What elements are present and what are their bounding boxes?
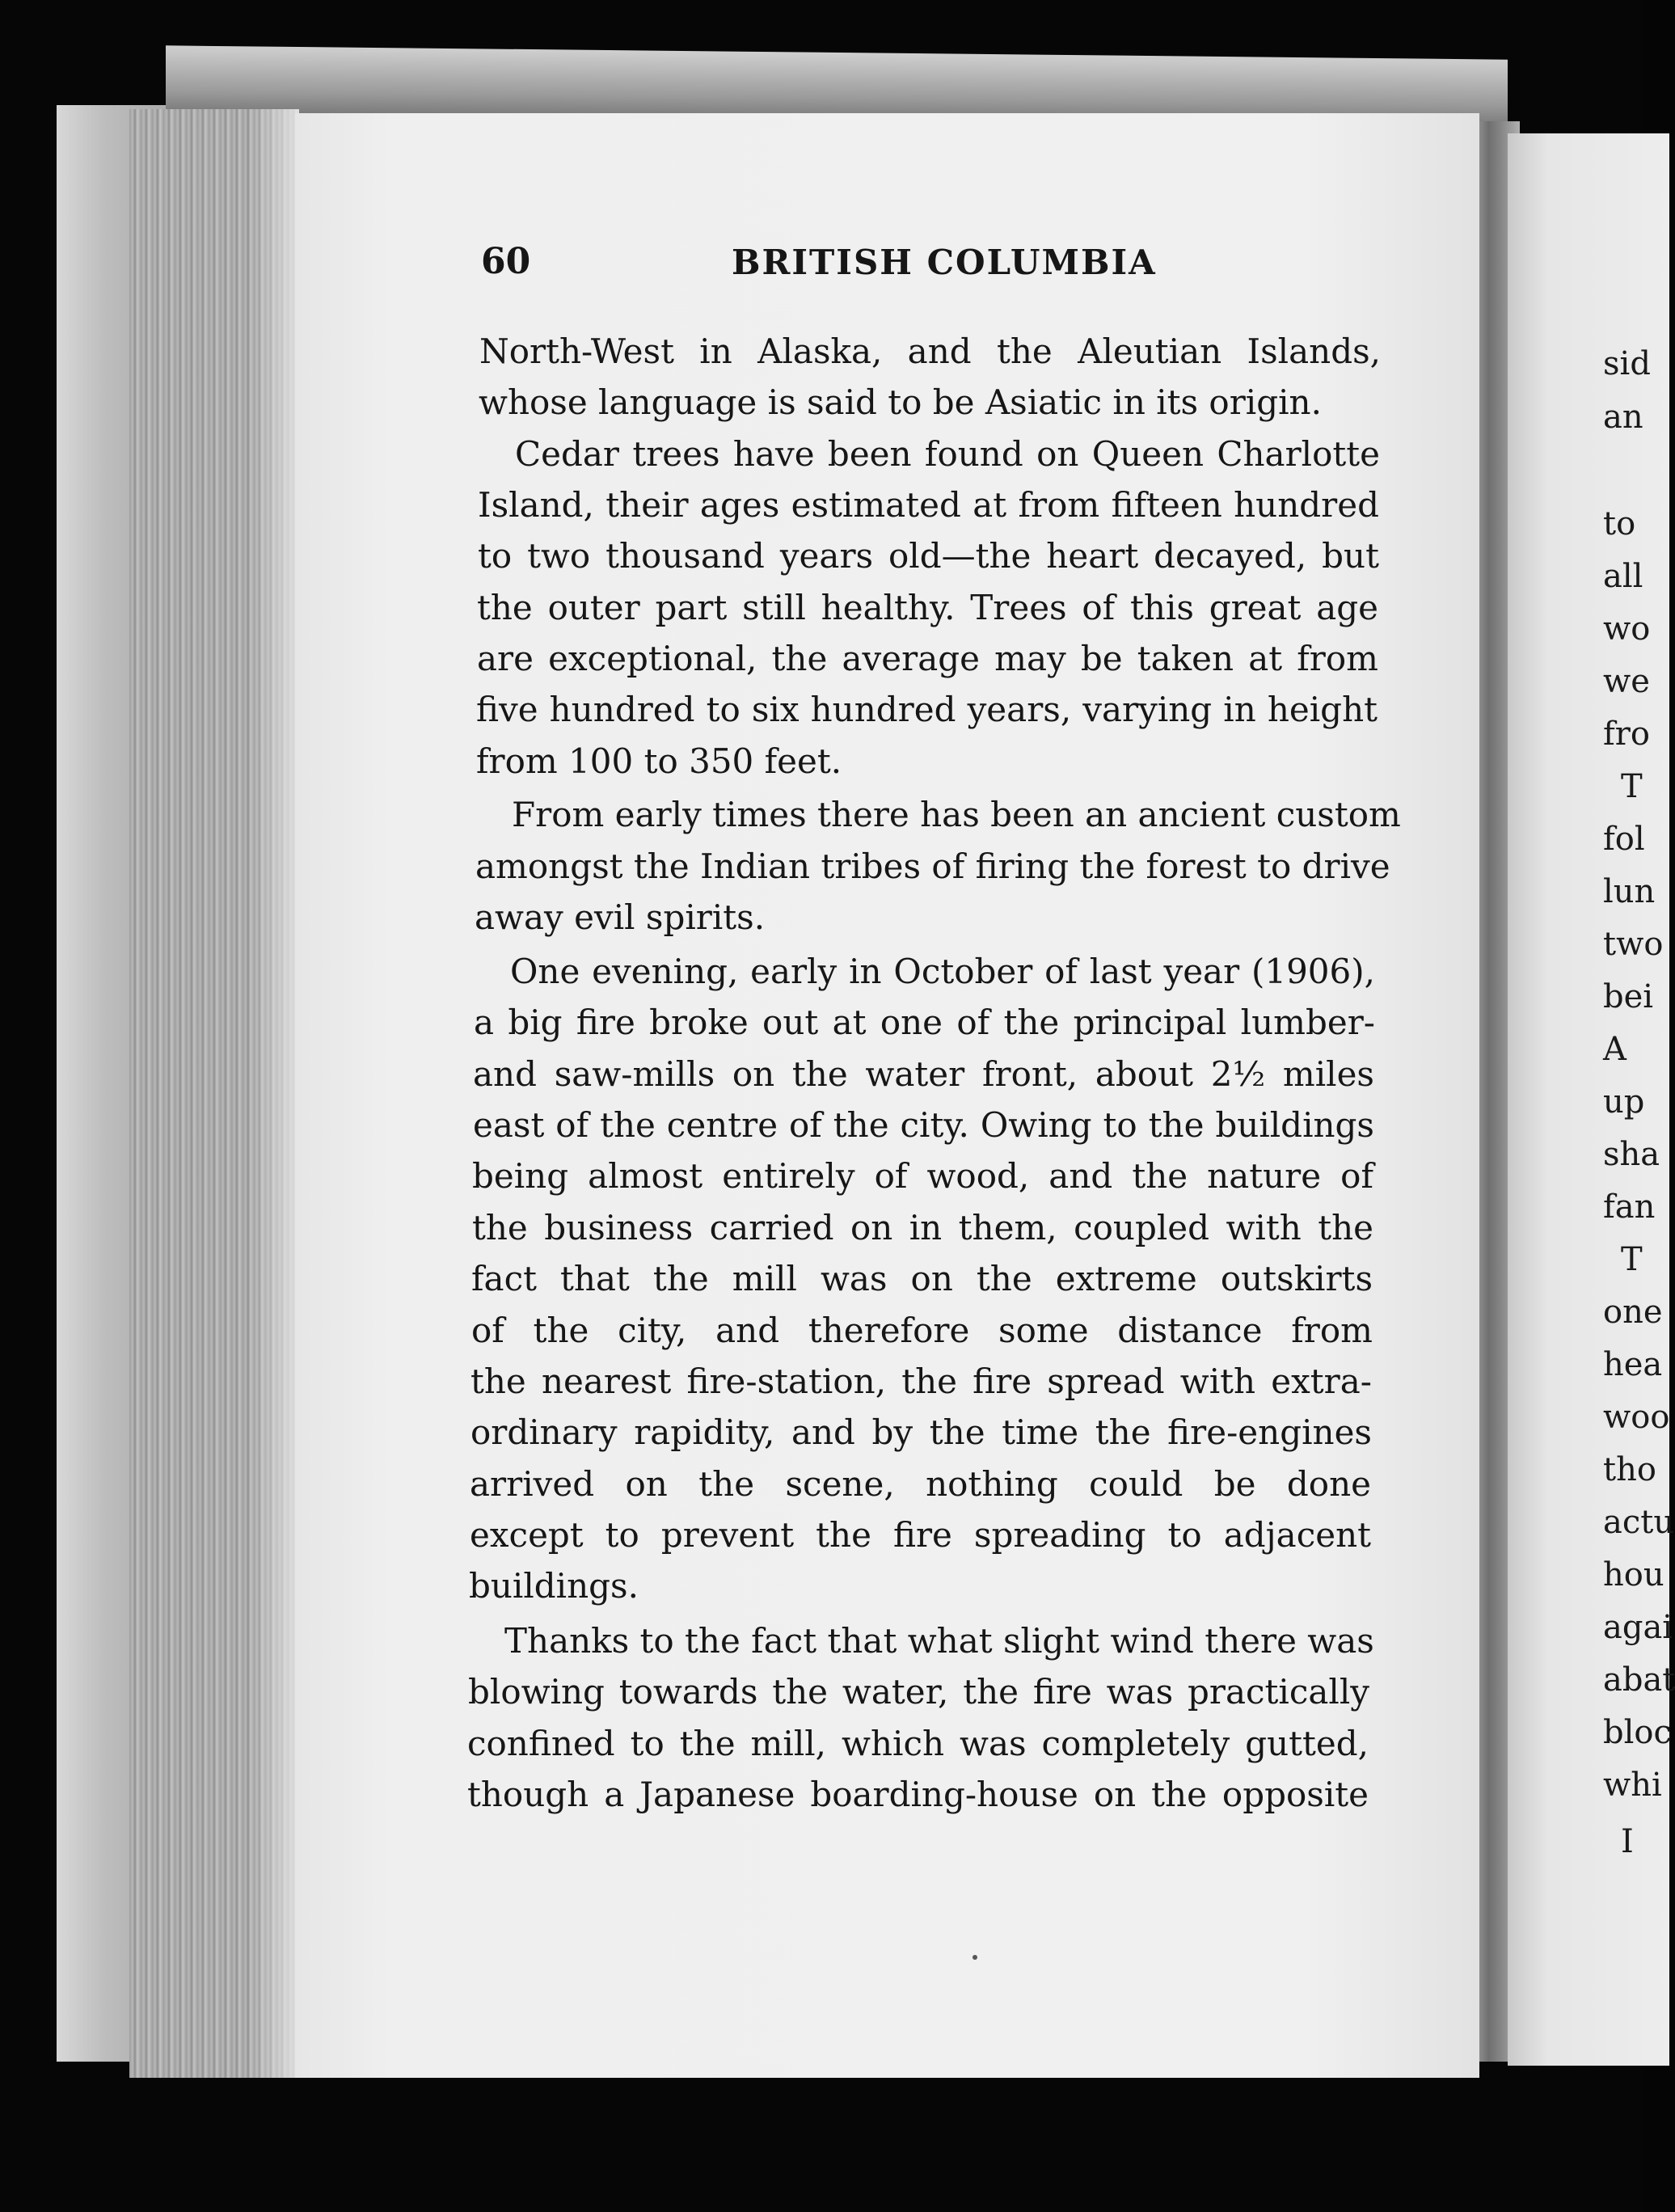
facing-page-fragment: we bbox=[1603, 663, 1650, 700]
facing-page-fragment: two bbox=[1603, 926, 1664, 963]
facing-page-fragment: tho bbox=[1603, 1451, 1656, 1488]
facing-page-fragment: agai bbox=[1603, 1609, 1673, 1646]
text-line: confined to the mill, which was completely gutted, bbox=[467, 1724, 1369, 1763]
facing-page-fragment: actu bbox=[1603, 1504, 1675, 1541]
facing-page-fragment: up bbox=[1603, 1083, 1645, 1121]
text-line: are exceptional, the average may be taken at from bbox=[477, 639, 1378, 678]
text-line: the outer part still healthy. Trees of this great age bbox=[477, 588, 1378, 627]
text-line: amongst the Indian tribes of firing the forest to drive bbox=[475, 846, 1390, 886]
text-line: blowing towards the water, the fire was practically bbox=[468, 1672, 1369, 1712]
facing-page-fragment: sha bbox=[1603, 1136, 1660, 1173]
facing-page-fragment: whi bbox=[1603, 1767, 1662, 1804]
facing-page-fragment: fan bbox=[1603, 1188, 1656, 1226]
facing-page-fragment: woo bbox=[1603, 1399, 1670, 1436]
running-title: BRITISH COLUMBIA bbox=[732, 243, 1157, 282]
text-line: fact that the mill was on the extreme outskirts bbox=[471, 1259, 1373, 1298]
speck bbox=[973, 1955, 977, 1960]
text-line: whose language is said to be Asiatic in its origin. bbox=[479, 382, 1322, 422]
text-line: Thanks to the fact that what slight wind there was bbox=[504, 1621, 1374, 1661]
text-line: buildings. bbox=[469, 1566, 639, 1606]
text-line: though a Japanese boarding-house on the opposite bbox=[467, 1775, 1369, 1814]
facing-page-fragment: sid bbox=[1603, 345, 1651, 382]
facing-page-fragment: lun bbox=[1603, 873, 1656, 910]
facing-page bbox=[1508, 133, 1675, 2066]
facing-page-fragment: an bbox=[1603, 399, 1643, 436]
facing-page-fragment: hea bbox=[1603, 1346, 1663, 1383]
text-line: the nearest fire-station, the fire spread with extra- bbox=[470, 1361, 1372, 1401]
page-number: 60 bbox=[481, 241, 531, 282]
facing-page-fragment: T bbox=[1621, 1241, 1643, 1278]
facing-page-fragment: I bbox=[1621, 1823, 1634, 1860]
facing-page-fragment: bei bbox=[1603, 978, 1654, 1015]
text-line: Cedar trees have been found on Queen Charlotte bbox=[515, 434, 1380, 474]
facing-page-fragment: all bbox=[1603, 558, 1643, 595]
text-line: North-West in Alaska, and the Aleutian Islands, bbox=[479, 331, 1381, 371]
facing-page-fragment: to bbox=[1603, 505, 1636, 542]
facing-page-fragment: wo bbox=[1603, 610, 1651, 648]
text-line: the business carried on in them, coupled with the bbox=[472, 1208, 1373, 1247]
text-line: One evening, early in October of last year (1906), bbox=[510, 952, 1375, 991]
text-line: five hundred to six hundred years, varying in height bbox=[476, 690, 1378, 729]
text-line: From early times there has been an ancient custom bbox=[512, 795, 1401, 834]
text-line: and saw-mills on the water front, about 2½ miles bbox=[473, 1054, 1374, 1094]
facing-page-fragment: hou bbox=[1603, 1556, 1664, 1594]
text-line: Island, their ages estimated at from fifteen hundred bbox=[478, 485, 1379, 525]
text-line: to two thousand years old—the heart decayed, but bbox=[478, 536, 1379, 576]
text-line: east of the centre of the city. Owing to the buildings bbox=[473, 1105, 1374, 1145]
facing-page-fragment: T bbox=[1621, 768, 1643, 805]
page-edges-stack bbox=[129, 109, 299, 2078]
text-line: from 100 to 350 feet. bbox=[476, 741, 842, 781]
text-line: except to prevent the fire spreading to adjacent bbox=[470, 1515, 1371, 1555]
facing-page-fragment: A bbox=[1603, 1031, 1626, 1068]
text-line: being almost entirely of wood, and the nature of bbox=[472, 1156, 1373, 1196]
text-line: of the city, and therefore some distance from bbox=[471, 1311, 1373, 1350]
text-line: arrived on the scene, nothing could be done bbox=[470, 1464, 1371, 1504]
facing-page-fragment: fol bbox=[1603, 821, 1645, 858]
text-line: a big fire broke out at one of the principal lumber- bbox=[474, 1003, 1375, 1042]
facing-page-fragment: bloc bbox=[1603, 1714, 1672, 1751]
text-line: ordinary rapidity, and by the time the fire-engines bbox=[470, 1412, 1372, 1452]
facing-page-fragment: abat bbox=[1603, 1661, 1675, 1699]
facing-page-fragment: one bbox=[1603, 1294, 1663, 1331]
text-line: away evil spirits. bbox=[475, 897, 766, 937]
facing-page-fragment: fro bbox=[1603, 716, 1651, 753]
